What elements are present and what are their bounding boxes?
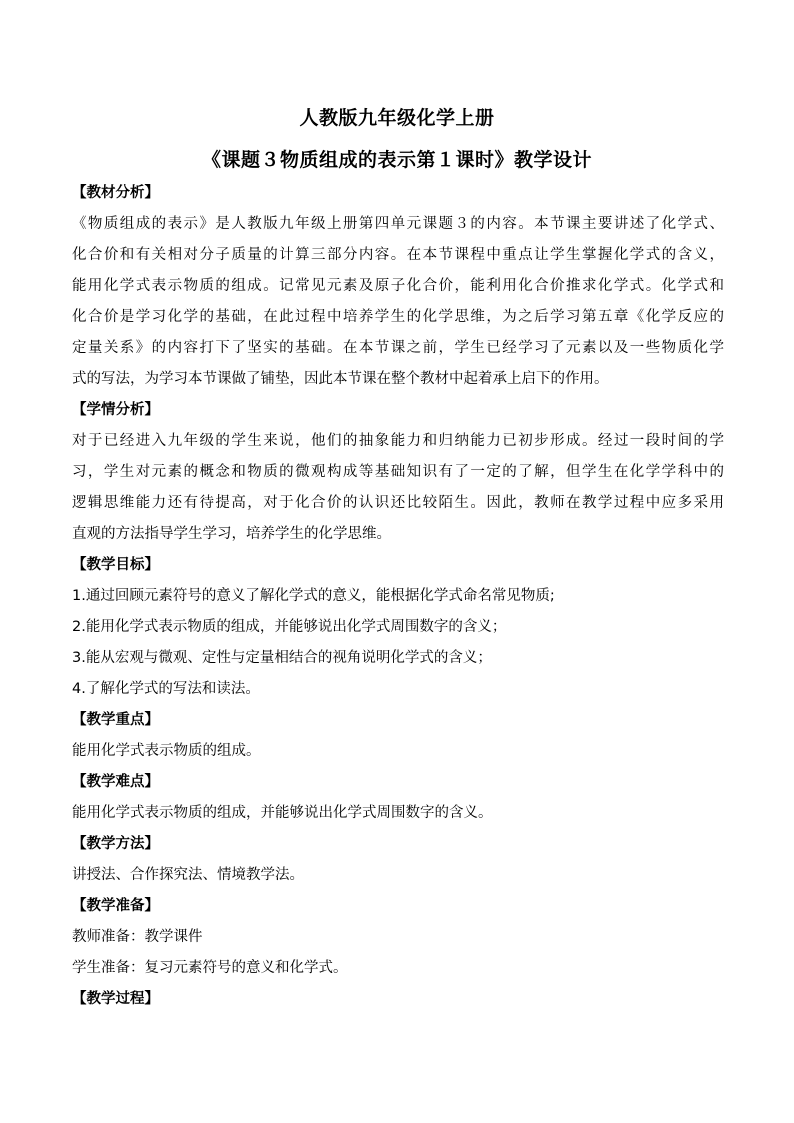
goal-item: 3.能从宏观与微观、定性与定量相结合的视角说明化学式的含义； — [72, 650, 492, 666]
method-text: 讲授法、合作探究法、情境教学法。 — [72, 867, 304, 883]
paragraph-line: 直观的方法指导学生学习，培养学生的化学思维。 — [72, 526, 391, 542]
section-heading-process: 【教学过程】 — [72, 991, 159, 1007]
section-heading-difficulty: 【教学难点】 — [72, 774, 159, 790]
paragraph-line: 定量关系》的内容打下了坚实的基础。在本节课之前，学生已经学习了元素以及一些物质化学 — [72, 340, 724, 356]
section-heading-key: 【教学重点】 — [72, 712, 159, 728]
paragraph-line: 对于已经进入九年级的学生来说，他们的抽象能力和归纳能力已初步形成。经过一段时间的学 — [72, 433, 724, 449]
teacher-prep-text: 教师准备：教学课件 — [72, 929, 203, 945]
goal-item: 4.了解化学式的写法和读法。 — [72, 681, 260, 697]
key-point-text: 能用化学式表示物质的组成。 — [72, 743, 261, 759]
section-heading-students: 【学情分析】 — [72, 402, 159, 418]
section-heading-analysis: 【教材分析】 — [72, 185, 159, 201]
goal-item: 1.通过回顾元素符号的意义了解化学式的意义，能根据化学式命名常见物质; — [72, 588, 555, 604]
goal-item: 2.能用化学式表示物质的组成，并能够说出化学式周围数字的含义； — [72, 619, 507, 635]
student-prep-text: 学生准备：复习元素符号的意义和化学式。 — [72, 960, 348, 976]
paragraph-line: 式的写法，为学习本节课做了铺垫，因此本节课在整个教材中起着承上启下的作用。 — [72, 371, 609, 387]
paragraph-line: 化合价和有关相对分子质量的计算三部分内容。在本节课程中重点让学生掌握化学式的含义， — [72, 247, 724, 263]
paragraph-line: 能用化学式表示物质的组成。记常见元素及原子化合价，能利用化合价推求化学式。化学式和 — [72, 278, 724, 294]
document-title: 人教版九年级化学上册 — [299, 107, 495, 129]
paragraph-line: 逻辑思维能力还有待提高，对于化合价的认识还比较陌生。因此，教师在教学过程中应多采用 — [72, 495, 724, 511]
paragraph-line: 习，学生对元素的概念和物质的微观构成等基础知识有了一定的了解，但学生在化学学科中的 — [72, 464, 724, 480]
section-heading-goals: 【教学目标】 — [72, 557, 159, 573]
document-subtitle: 《课题３物质组成的表示第１课时》教学设计 — [201, 149, 592, 171]
section-heading-prep: 【教学准备】 — [72, 898, 159, 914]
paragraph-line: 《物质组成的表示》是人教版九年级上册第四单元课题３的内容。本节课主要讲述了化学式、 — [72, 216, 724, 232]
difficulty-text: 能用化学式表示物质的组成，并能够说出化学式周围数字的含义。 — [72, 805, 493, 821]
paragraph-line: 化合价是学习化学的基础，在此过程中培养学生的化学思维，为之后学习第五章《化学反应的 — [72, 309, 724, 325]
document-body — [72, 178, 724, 1015]
section-heading-method: 【教学方法】 — [72, 836, 159, 852]
